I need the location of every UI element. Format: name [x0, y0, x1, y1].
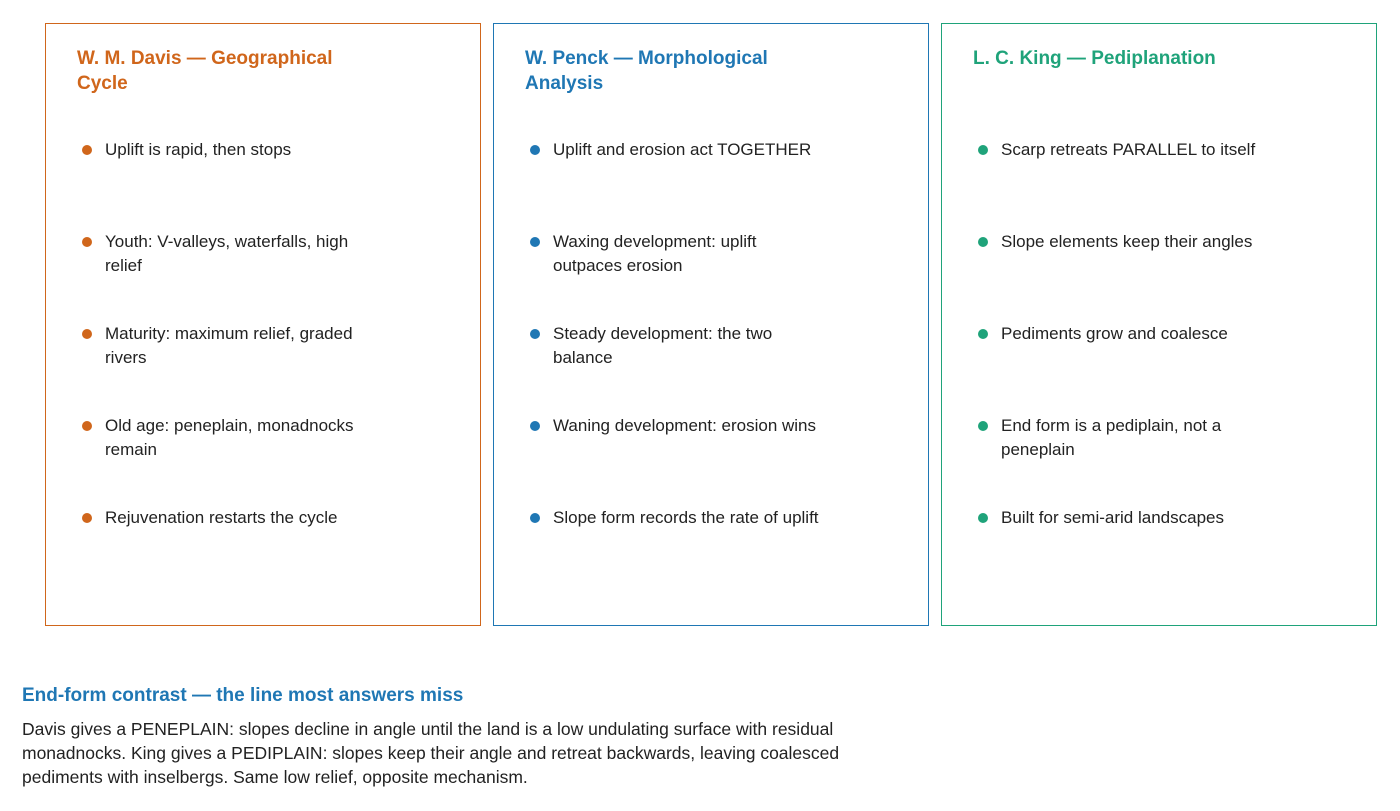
bullet-text: Slope elements keep their angles	[1001, 232, 1253, 251]
bullet-text: Waxing development: uplift outpaces erosion	[553, 232, 757, 275]
bullet-dot-icon	[978, 421, 988, 431]
bullet-text: Maturity: maximum relief, graded rivers	[105, 324, 353, 367]
bullet-dot-icon	[530, 421, 540, 431]
penck-bullet-4	[530, 414, 830, 438]
penck-bullet-3	[530, 322, 830, 370]
king-bullet-1	[978, 138, 1278, 162]
penck-panel-title: W. Penck — Morphological Analysis	[525, 48, 768, 94]
bullet-text: Uplift and erosion act TOGETHER	[553, 140, 812, 159]
penck-panel	[493, 23, 929, 626]
davis-panel	[45, 23, 481, 626]
bullet-text: Scarp retreats PARALLEL to itself	[1001, 140, 1256, 159]
bullet-dot-icon	[82, 145, 92, 155]
bullet-dot-icon	[530, 145, 540, 155]
bullet-dot-icon	[82, 237, 92, 247]
davis-bullet-1	[82, 138, 382, 162]
note-body: Davis gives a PENEPLAIN: slopes decline in angle until the land is a low undulating surface with residual monadnocks. King gives a PEDIPLAIN: slopes keep their angle and retreat backwards, leaving coalesced pediments with inselbergs. Same low relief, opposite mechanism.	[22, 719, 840, 787]
bullet-text: Old age: peneplain, monadnocks remain	[105, 416, 354, 459]
davis-bullet-2	[82, 230, 382, 278]
king-panel-title: L. C. King — Pediplanation	[973, 48, 1216, 69]
davis-bullet-3	[82, 322, 382, 370]
king-panel	[941, 23, 1377, 626]
penck-bullet-1	[530, 138, 830, 162]
davis-panel-title: W. M. Davis — Geographical Cycle	[77, 48, 333, 94]
king-bullet-5	[978, 506, 1278, 530]
penck-bullet-2	[530, 230, 830, 278]
bullet-text: Uplift is rapid, then stops	[105, 140, 292, 159]
bullet-text: Youth: V-valleys, waterfalls, high relief	[105, 232, 349, 275]
bullet-text: Rejuvenation restarts the cycle	[105, 508, 338, 527]
bullet-text: Steady development: the two balance	[553, 324, 773, 367]
bullet-dot-icon	[978, 145, 988, 155]
king-bullet-3	[978, 322, 1278, 346]
bullet-dot-icon	[82, 421, 92, 431]
bullet-dot-icon	[82, 329, 92, 339]
bullet-dot-icon	[530, 237, 540, 247]
bullet-dot-icon	[978, 237, 988, 247]
bullet-text: Built for semi-arid landscapes	[1001, 508, 1224, 527]
bullet-dot-icon	[978, 329, 988, 339]
king-bullet-4	[978, 414, 1278, 462]
penck-bullet-5	[530, 506, 830, 530]
note-heading: End-form contrast — the line most answers miss	[22, 685, 464, 706]
bullet-dot-icon	[978, 513, 988, 523]
bullet-dot-icon	[530, 329, 540, 339]
bullet-dot-icon	[82, 513, 92, 523]
king-bullet-2	[978, 230, 1278, 254]
davis-bullet-5	[82, 506, 382, 530]
bullet-text: Pediments grow and coalesce	[1001, 324, 1228, 343]
bullet-text: End form is a pediplain, not a peneplain	[1001, 416, 1222, 459]
bullet-dot-icon	[530, 513, 540, 523]
bullet-text: Waning development: erosion wins	[553, 416, 817, 435]
davis-bullet-4	[82, 414, 382, 462]
bullet-text: Slope form records the rate of uplift	[553, 508, 819, 527]
